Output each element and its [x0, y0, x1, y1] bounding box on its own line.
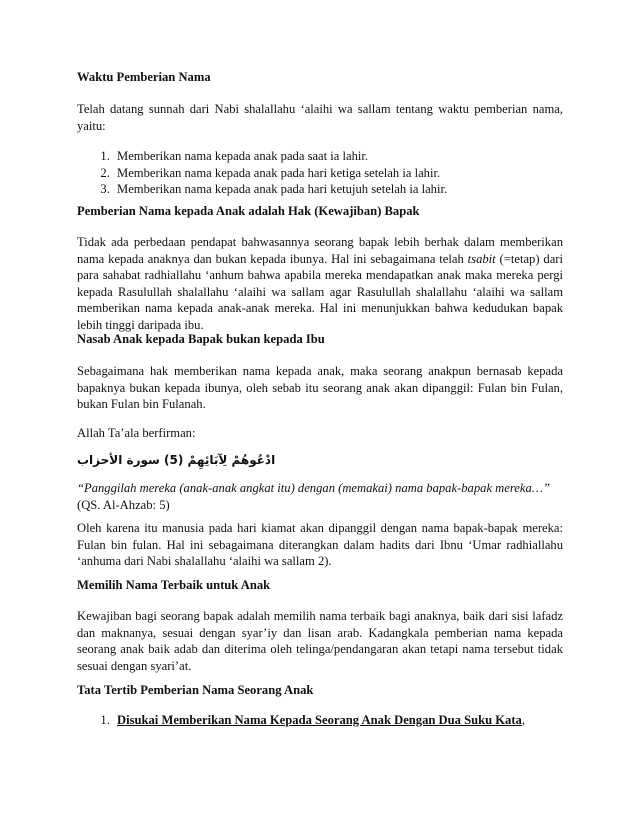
arabic-verse-text: ادْعُوهُمْ لِآبَائِهِمْ (5) سورة الأحزاب — [77, 453, 276, 467]
paragraph-nasab-3: Oleh karena itu manusia pada hari kiamat akan dipanggil dengan nama bapak-bapak mereka: Fulan bin fulan. Hal ini sebagaimana diterangkan dalam hadits dari Ibnu ‘Umar radhiallahu ‘anhuma dari Nabi shalallahu ‘alaihi wa sallam 2). — [77, 521, 563, 569]
heading-waktu-pemberian-nama: Waktu Pemberian Nama — [77, 70, 211, 84]
paragraph-memilih-nama: Kewajiban bagi seorang bapak adalah memilih nama terbaik bagi anaknya, baik dari sisi lafadz dan maknanya, sesuai dengan syar’iy dan lisan arab. Kadangkala pemberian nama kepada seorang anak baik adab dan diterima oleh telinga/pendangaran akan tetapi nama tersebut tidak sesuai dengan syari’at. — [77, 609, 563, 673]
heading-hak-bapak: Pemberian Nama kepada Anak adalah Hak (Kewajiban) Bapak — [77, 204, 420, 218]
heading-memilih-nama: Memilih Nama Terbaik untuk Anak — [77, 578, 271, 592]
list-item — [113, 712, 563, 729]
heading-tata-tertib: Tata Tertib Pemberian Nama Seorang Anak — [77, 683, 314, 697]
paragraph-nasab-2: Allah Ta’ala berfirman: — [77, 426, 196, 440]
list-item: 2. Memberikan nama kepada anak pada hari ketiga setelah ia lahir. — [113, 165, 563, 182]
list-tata-tertib — [77, 712, 563, 729]
list-item: 3. Memberikan nama kepada anak pada hari ketujuh setelah ia lahir. — [113, 181, 563, 198]
heading-nasab-anak: Nasab Anak kepada Bapak bukan kepada Ibu — [77, 332, 325, 346]
list-waktu-pemberian — [77, 148, 563, 198]
verse-translation — [77, 480, 563, 497]
list-item: 1. Memberikan nama kepada anak pada saat ia lahir. — [113, 148, 563, 165]
paragraph-text: (=tetap) dari para sahabat radhiallahu ‘anhum bahwa apabila mereka mendapatkan anak maka mereka pergi kepada Rasulullah shalallahu ‘alaihi wa sallam agar Rasulullah shalallahu ‘alaihi wa sallam memberikan nama kepada anak-anak mereka. Hal ini menunjukkan bahwa kedudukan bapak lebih tinggi daripada ibu. — [77, 251, 563, 332]
list-item-title: Disukai Memberikan Nama Kepada Seorang Anak Dengan Dua Suku Kata — [117, 713, 522, 727]
italic-term: tsabit — [467, 251, 496, 266]
paragraph-nasab-1: Sebagaimana hak memberikan nama kepada anak, maka seorang anakpun bernasab kepada bapaknya bukan kepada ibunya, oleh sebab itu seorang anak akan dipanggil: Fulan bin Fulan, bukan Fulan bin Fulanah. — [77, 364, 563, 412]
arabic-verse — [77, 452, 563, 469]
paragraph-hak-bapak — [77, 234, 563, 334]
list-item-trail: , — [521, 713, 525, 727]
paragraph-waktu-intro: Telah datang sunnah dari Nabi shalallahu ‘alaihi wa sallam tentang waktu pemberian nama, yaitu: — [77, 102, 563, 133]
paragraph-text: Tidak ada perbedaan pendapat bahwasannya seorang bapak lebih berhak dalam memberikan nama kepada anaknya dan bukan kepada ibunya. Hal ini sebagaimana telah — [77, 235, 563, 266]
translation-text: “Panggilah mereka (anak-anak angkat itu) dengan (memakai) nama bapak-bapak mereka…” — [77, 481, 550, 495]
verse-reference: (QS. Al-Ahzab: 5) — [77, 498, 170, 512]
